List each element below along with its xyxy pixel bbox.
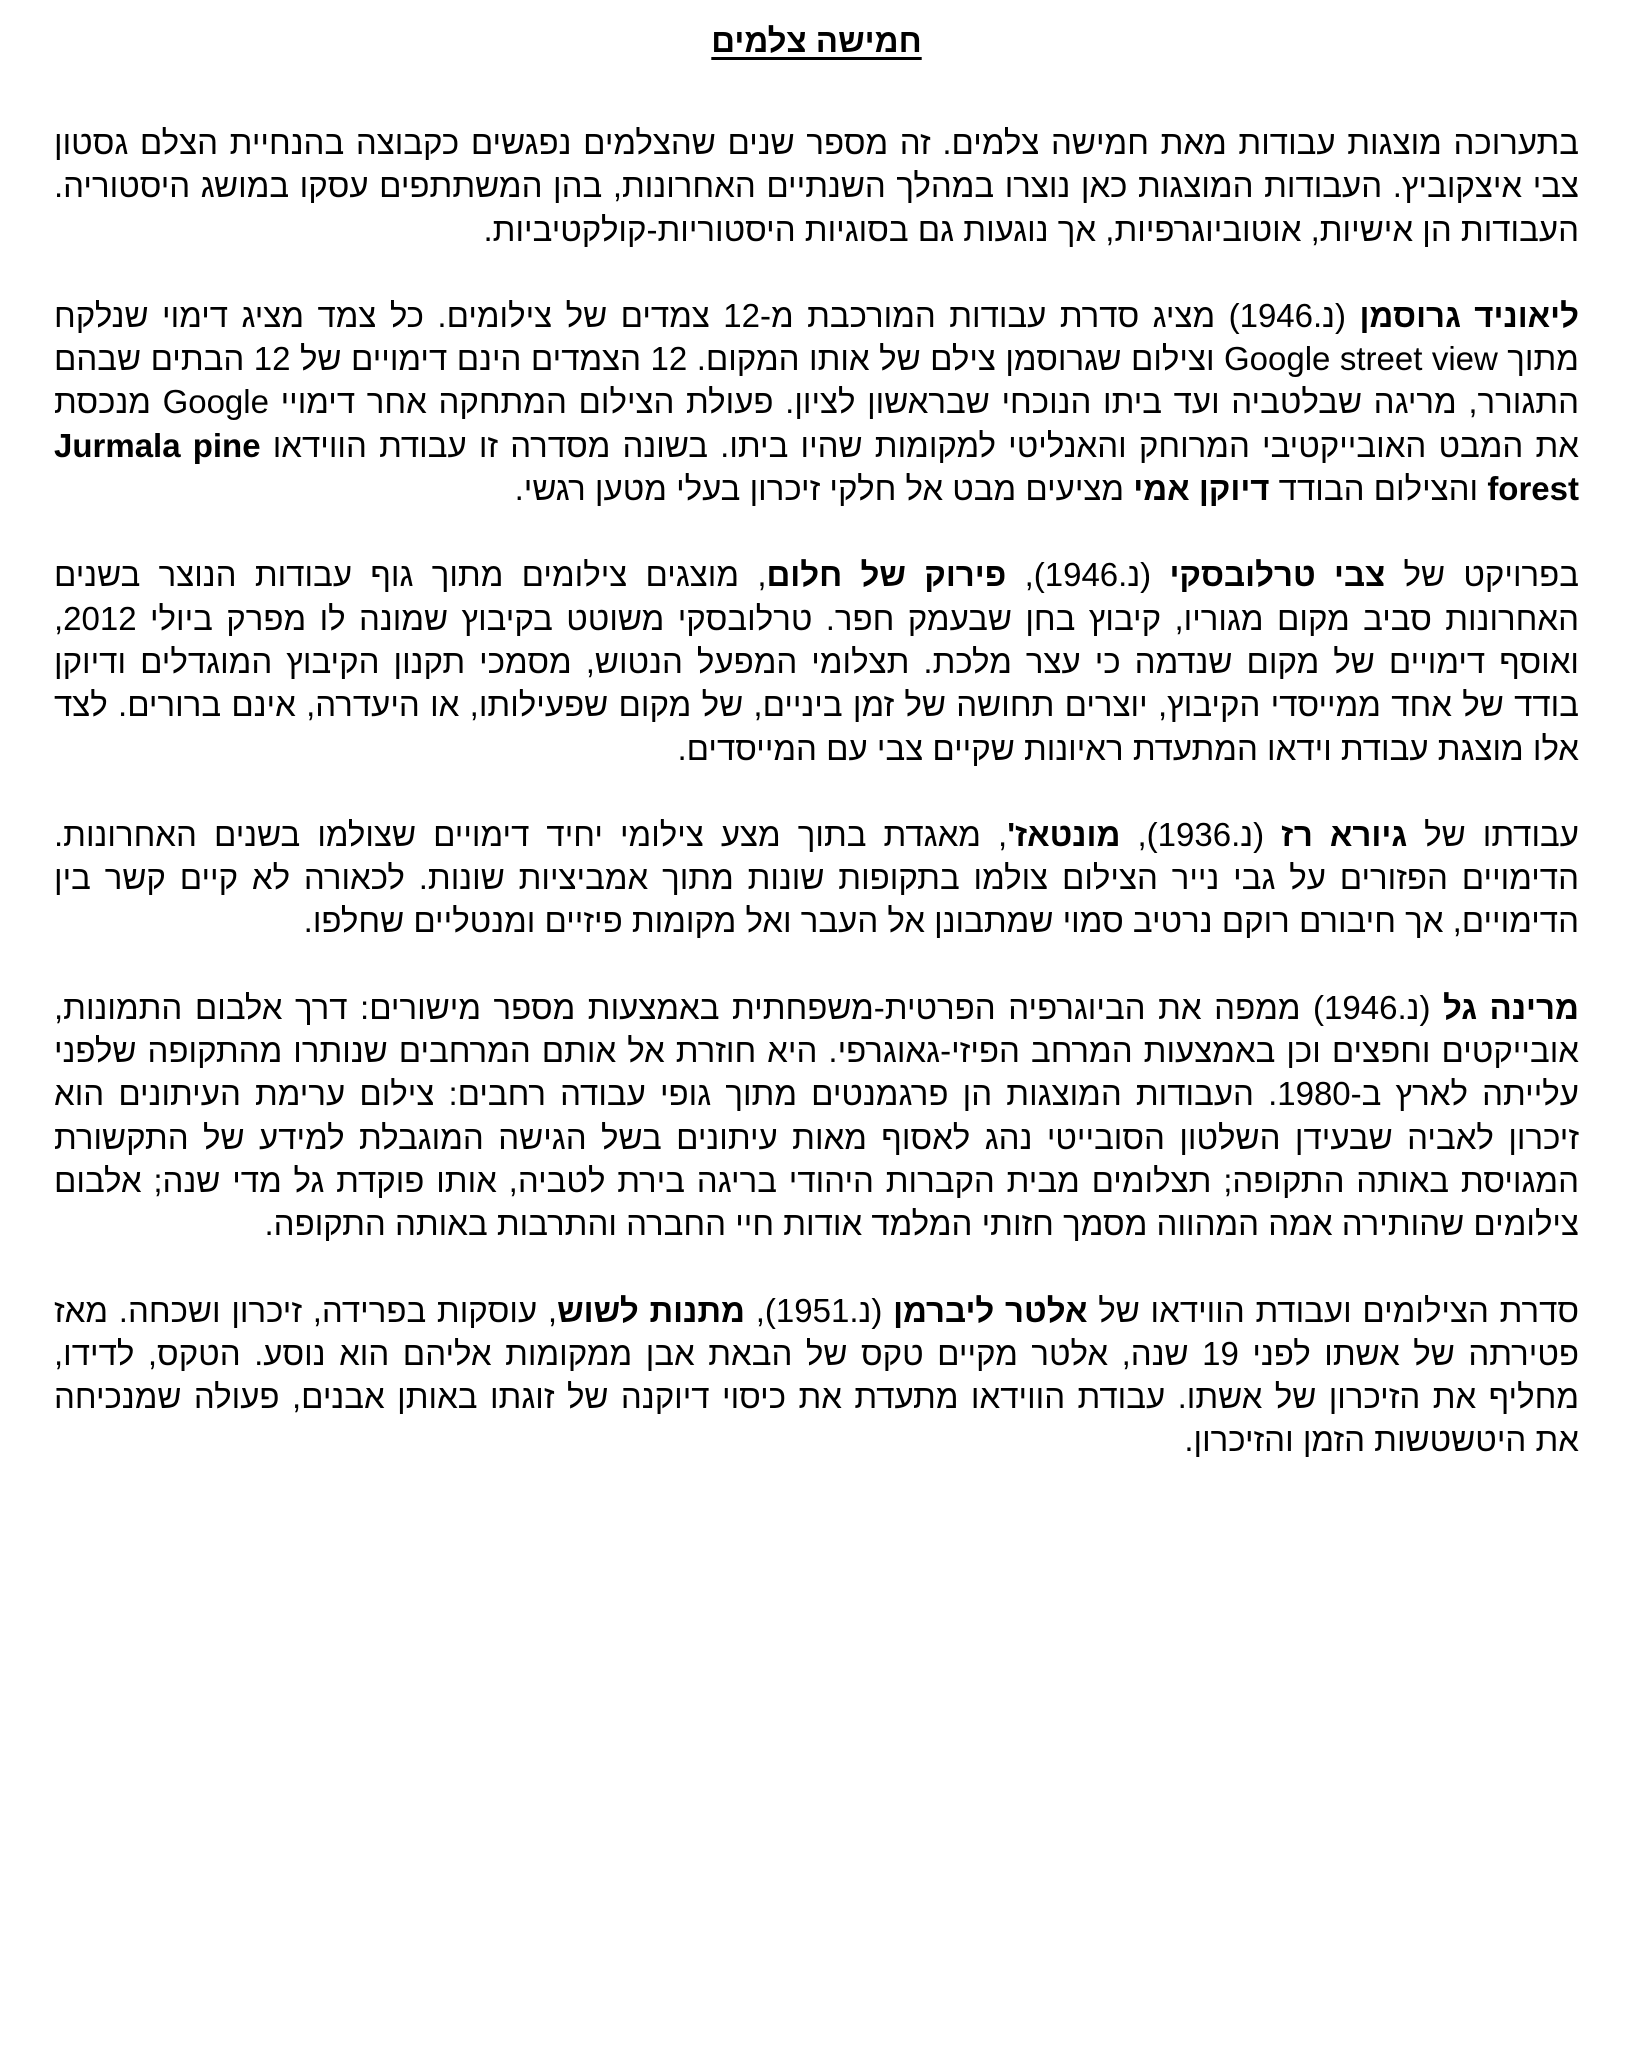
raz-paragraph (54, 813, 1579, 943)
grossman-paragraph (54, 294, 1579, 510)
text-run: (נ.1936), (1120, 815, 1282, 853)
intro-paragraph (54, 121, 1579, 251)
bold-text-run: צבי טרלובסקי (1169, 556, 1386, 594)
bold-text-run: Jurmala pine forest (54, 426, 1579, 508)
gal-paragraph (54, 986, 1579, 1246)
text-run: בפרויקט של (1385, 556, 1580, 594)
text-run: (נ.1946) ממפה את הביוגרפיה הפרטית-משפחתית באמצעות מספר מישורים: דרך אלבום התמונות, אובייקטים וחפצים וכן באמצעות המרחב הפיזי-גאוגרפי. היא חוזרת אל אותם המרחבים שנותרו מהתקופה שלפני עלייתה לארץ ב-1980. העבודות המוצגות הן פרגמנטים מתוך גופי עבודה רחבים: צילום ערימת העיתונים הוא זיכרון לאביה שבעידן השלטון הסובייטי נהג לאסוף מאות עיתונים בשל הגישה המוגבלת למידע של התקשורת המגויסת באותה התקופה; תצלומים מבית הקברות היהודי בריגה בירת לטביה, אותו פוקדת גל מדי שנה; אלבום צילומים שהותירה אמה המהווה מסמך חזותי המלמד אודות חיי החברה והתרבות באותה התקופה. (54, 988, 1579, 1243)
bold-text-run: גיורא רז (1281, 815, 1408, 853)
text-run: (נ.1946) מציג סדרת עבודות המורכבת מ-12 צמדים של צילומים. כל צמד מציג דימוי שנלקח מתוך Google street view וצילום שגרוסמן צילם של אותו המקום. 12 הצמדים הינם דימויים של 12 הבתים שבהם התגורר, מריגה שבלטביה ועד ביתו הנוכחי שבראשון לציון. פעולת הצילום המתחקה אחר דימויי Google מנכסת את המבט האובייקטיבי המרוחק והאנליטי למקומות שהיו ביתו. בשונה מסדרה זו עבודת הווידאו (54, 296, 1580, 464)
text-run: , מוצגים צילומים מתוך גוף עבודות הנוצר בשנים האחרונות סביב מקום מגוריו, קיבוץ בחן שבעמק חפר. טרלובסקי משוטט בקיבוץ שמונה לו מפרק ביולי 2012, ואוסף דימויים של מקום שנדמה כי עצר מלכת. תצלומי המפעל הנטוש, מסמכי תקנון הקיבוץ המוגדלים ודיוקן בודד של אחד ממייסדי הקיבוץ, יוצרים תחושה של זמן ביניים, של מקום שפעילותו, או היעדרה, אינם ברורים. לצד אלו מוצגת עבודת וידאו המתעדת ראיונות שקיים צבי עם המייסדים. (54, 556, 1579, 767)
text-run: (נ.1946), (1006, 556, 1170, 594)
text-run: והצילום הבודד (1269, 470, 1488, 508)
bold-text-run: ליאוניד גרוסמן (1359, 296, 1579, 334)
bold-text-run: מרינה גל (1443, 988, 1579, 1026)
text-run: מציעים מבט אל חלקי זיכרון בעלי מטען רגשי. (514, 470, 1134, 508)
text-run: , מאגדת בתוך מצע צילומי יחיד דימויים שצולמו בשנים האחרונות. הדימויים הפזורים על גבי נייר הצילום צולמו בתקופות שונות מתוך אמביציות שונות. לכאורה לא קיים קשר בין הדימויים, אך חיבורם רוקם נרטיב סמוי שמתבונן אל העבר ואל מקומות פיזיים ומנטליים שחלפו. (54, 815, 1579, 940)
document-title: חמישה צלמים (711, 22, 922, 59)
bold-text-run: מתנות לשוש (557, 1291, 745, 1329)
bold-text-run: פירוק של חלום (766, 556, 1007, 594)
bold-text-run: דיוקן אמי (1133, 470, 1270, 508)
text-run: , עוסקות בפרידה, זיכרון ושכחה. מאז פטירתה של אשתו לפני 19 שנה, אלטר מקיים טקס של הבאת אבן ממקומות אליהם הוא נוסע. הטקס, לדידו, מחליף את הזיכרון של אשתו. עבודת הווידאו מתעדת את כיסוי דיוקנה של זוגתו באותן אבנים, פעולה שמנכיחה את היטשטשות הזמן והזיכרון. (54, 1291, 1579, 1459)
bold-text-run: מונטאז' (1007, 815, 1121, 853)
text-run: (נ.1951), (744, 1291, 894, 1329)
text-run: עבודתו של (1407, 815, 1579, 853)
terlovsky-paragraph (54, 553, 1579, 769)
liberman-paragraph (54, 1289, 1579, 1462)
text-run: בתערוכה מוצגות עבודות מאת חמישה צלמים. זה מספר שנים שהצלמים נפגשים כקבוצה בהנחיית הצלם גסטון צבי איצקוביץ. העבודות המוצגות כאן נוצרו במהלך השנתיים האחרונות, בהן המשתתפים עסקו במושג היסטוריה. העבודות הן אישיות, אוטוביוגרפיות, אך נוגעות גם בסוגיות היסטוריות-קולקטיביות. (54, 124, 1579, 248)
text-run: סדרת הצילומים ועבודת הווידאו של (1087, 1291, 1580, 1329)
bold-text-run: אלטר ליברמן (893, 1291, 1088, 1329)
